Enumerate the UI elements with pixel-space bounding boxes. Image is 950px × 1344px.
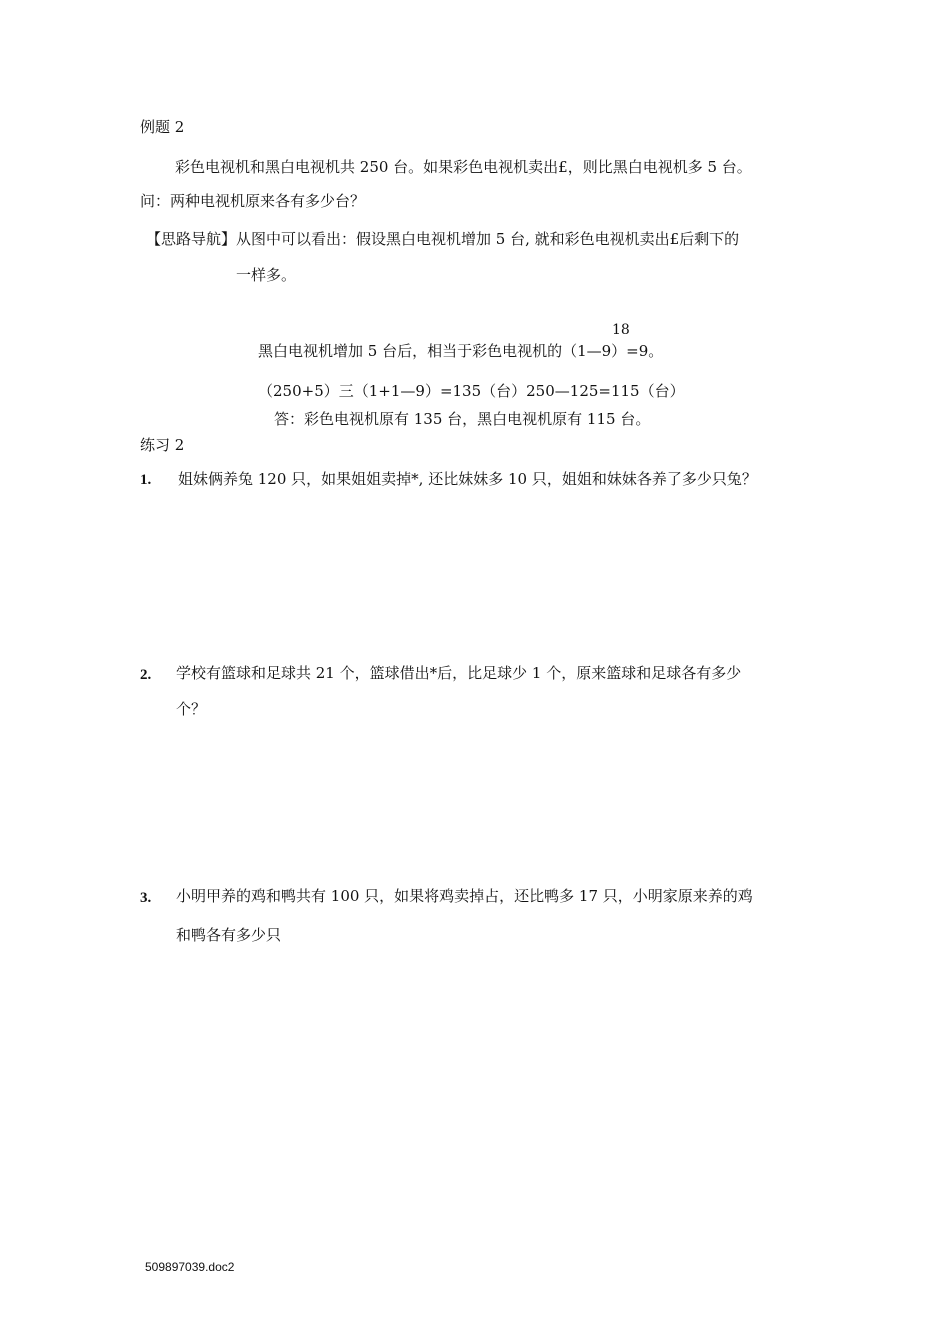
practice-item-3-line2: 和鸭各有多少只 bbox=[176, 926, 282, 944]
practice-item-3-line1: 小明甲养的鸡和鸭共有 100 只，如果将鸡卖掉占，还比鸭多 17 只，小明家原来养的鸡 bbox=[176, 887, 753, 905]
example-problem-line1: 彩色电视机和黑白电视机共 250 台。如果彩色电视机卖出£，则比黑白电视机多 5 台。 bbox=[175, 158, 752, 176]
practice-item-number: 3. bbox=[140, 890, 152, 906]
fraction-numerator: 18 bbox=[612, 322, 630, 338]
practice-item-2-line2: 个？ bbox=[176, 700, 207, 718]
example-hint-line1: 【思路导航】从图中可以看出：假设黑白电视机增加 5 台, 就和彩色电视机卖出£后剩下的 bbox=[146, 230, 740, 248]
footer-filename: 509897039.doc2 bbox=[145, 1260, 235, 1274]
example-answer: 答：彩色电视机原有 135 台，黑白电视机原有 115 台。 bbox=[274, 410, 651, 428]
practice-heading: 练习 2 bbox=[140, 436, 185, 454]
practice-item-2-line1: 学校有篮球和足球共 21 个，篮球借出*后，比足球少 1 个，原来篮球和足球各有多少 bbox=[176, 664, 742, 682]
example-heading: 例题 2 bbox=[140, 118, 185, 136]
example-problem-line2: 问：两种电视机原来各有多少台？ bbox=[140, 192, 366, 210]
practice-item-number: 1. bbox=[140, 472, 152, 488]
example-hint-line2: 一样多。 bbox=[236, 266, 297, 284]
example-step2: （250+5）三（1+1—9）=135（台）250—125=115（台） bbox=[258, 382, 685, 400]
example-step1: 黑白电视机增加 5 台后，相当于彩色电视机的（1—9）=9。 bbox=[258, 342, 664, 360]
practice-item-number: 2. bbox=[140, 667, 152, 683]
practice-item-1-line1: 姐妹俩养兔 120 只，如果姐姐卖掉*, 还比妹妹多 10 只，姐姐和妹妹各养了多少只兔？ bbox=[178, 470, 757, 488]
